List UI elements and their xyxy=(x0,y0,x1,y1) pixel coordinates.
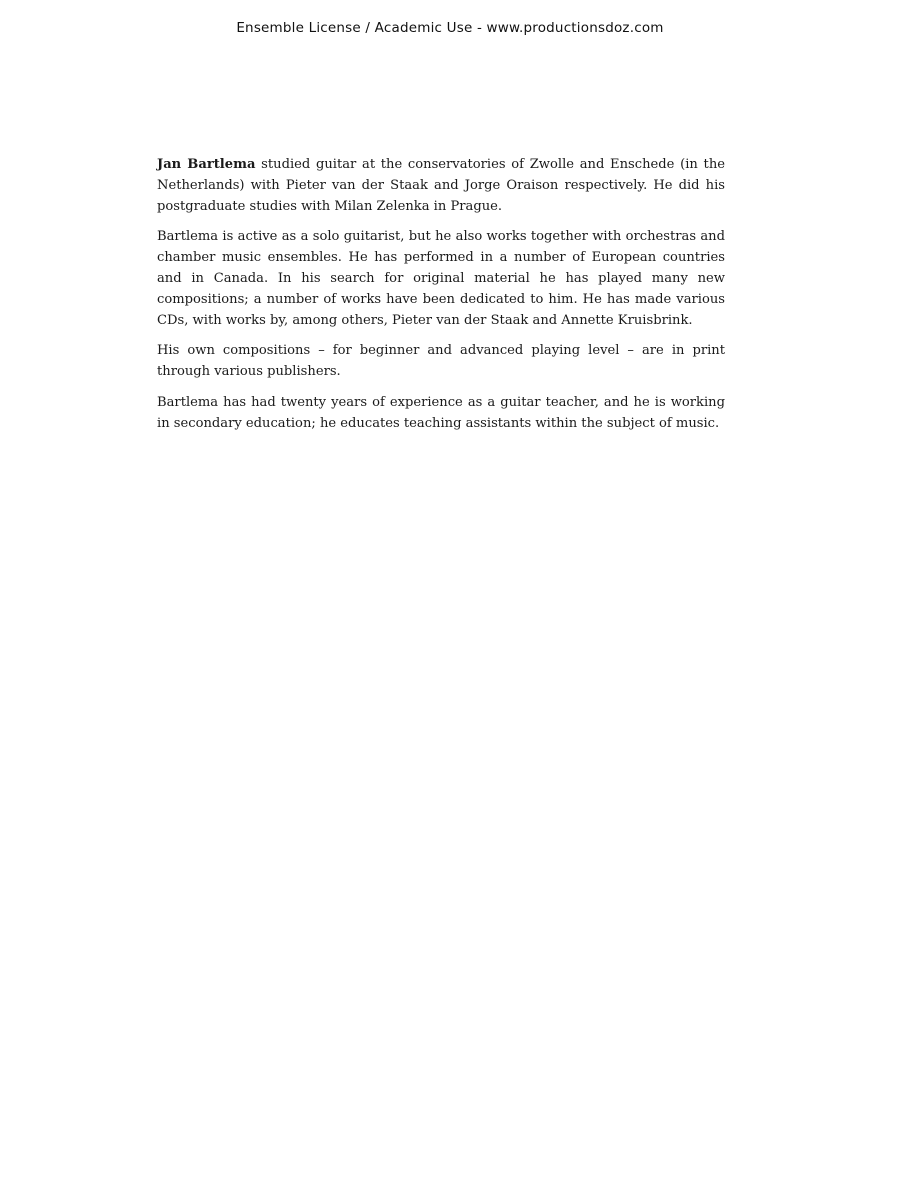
bio-paragraph-2: Bartlema is active as a solo guitarist, but he also works together with orchestras and chamber music ensembles. He has performed in a number of European countries and in Canada. In his search for original material he has played many new compositions; a number of works have been dedicated to him. He has made various CDs, with works by, among others, Pieter van der Staak and Annette Kruisbrink. xyxy=(157,229,725,328)
bio-paragraph-1-text: studied guitar at the conservatories of Zwolle and Enschede (in the Netherlands) with Pieter van der Staak and Jorge Oraison respectively. He did his postgraduate studies with Milan Zelenka in Prague. xyxy=(157,157,725,214)
bio-paragraph-1 xyxy=(157,155,725,217)
bio-paragraph-3: His own compositions – for beginner and advanced playing level – are in print through various publishers. xyxy=(157,343,725,380)
biography xyxy=(157,155,725,445)
composer-name: Jan Bartlema xyxy=(157,157,256,172)
license-header: Ensemble License / Academic Use - www.productionsdoz.com xyxy=(236,20,664,36)
bio-paragraph-4: Bartlema has had twenty years of experience as a guitar teacher, and he is working in secondary education; he educates teaching assistants within the subject of music. xyxy=(157,394,725,431)
